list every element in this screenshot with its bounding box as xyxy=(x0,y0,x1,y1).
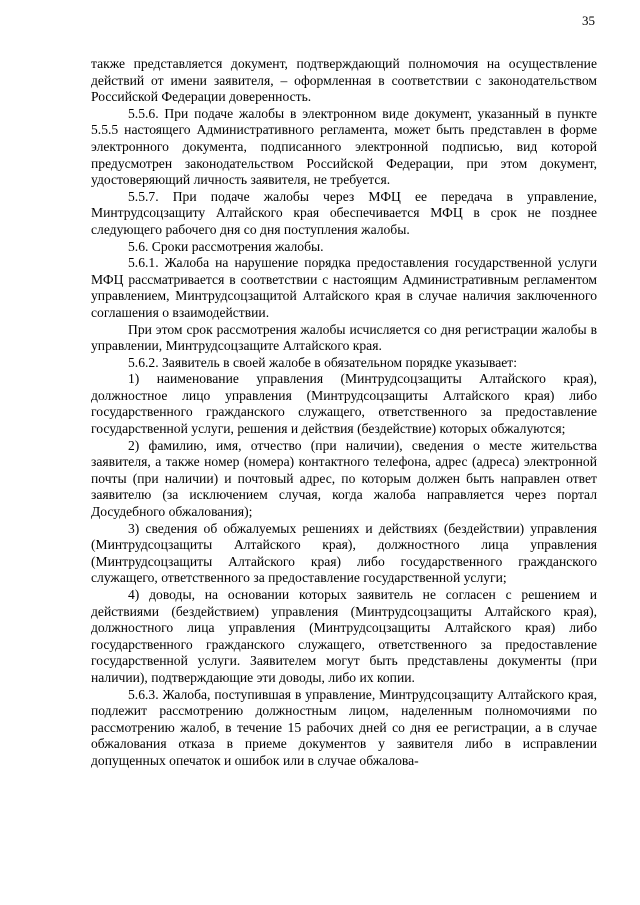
list-item-2: 2) фамилию, имя, отчество (при наличии), сведения о месте жительства заявителя, а также номер (номера) контактного телефона, адрес (адреса) электронной почты (при наличии) и почтовый адрес, по которым должен быть направлен ответ заявителю (за исключением случая, когда жалоба направляется через портал Досудебного обжалования); xyxy=(91,437,597,520)
list-item-1: 1) наименование управления (Минтрудсоцзащиты Алтайского края), должностное лицо управления (Минтрудсоцзащиты Алтайского края) либо государственного гражданского служащего, ответственного за предоставление государственной услуги, решения и действия (бездействие) которых обжалуются; xyxy=(91,371,597,437)
paragraph-registration-term: При этом срок рассмотрения жалобы исчисляется со дня регистрации жалобы в управлении, Минтрудсоцзащите Алтайского края. xyxy=(91,321,597,354)
paragraph-5-6-3: 5.6.3. Жалоба, поступившая в управление, Минтрудсоцзащиту Алтайского края, подлежит рассмотрению должностным лицом, наделенным полномочиями по рассмотрению жалоб, в течение 15 рабочих дней со дня ее регистрации, а в случае обжалования отказа в приеме документов у заявителя либо в исправлении допущенных опечаток и ошибок или в случае обжалова- xyxy=(91,686,597,768)
paragraph-5-6-1: 5.6.1. Жалоба на нарушение порядка предоставления государственной услуги МФЦ рассматривается в соответствии с настоящим Административным регламентом управлением, Минтрудсоцзащитой Алтайского края в случае наличия заключенного соглашения о взаимодействии. xyxy=(91,255,597,320)
paragraph-5-6-2: 5.6.2. Заявитель в своей жалобе в обязательном порядке указывает: xyxy=(128,354,518,370)
paragraph-5-5-6: 5.5.6. При подаче жалобы в электронном виде документ, указанный в пункте 5.5.5 настоящего Административного регламента, может быть представлен в форме электронного документа, подписанного электронной подписью, вид которой предусмотрен законодательством Российской Федерации, при этом документ, удостоверяющий личность заявителя, не требуется. xyxy=(91,105,597,188)
paragraph-continuation: также представляется документ, подтверждающий полномочия на осуществление действий от имени заявителя, – оформленная в соответствии с законодательством Российской Федерации доверенность. xyxy=(91,56,597,105)
document-body xyxy=(91,56,597,770)
paragraph-5-5-7: 5.5.7. При подаче жалобы через МФЦ ее передача в управление, Минтрудсоцзащиту Алтайского края обеспечивается МФЦ в срок не позднее следующего рабочего дня со дня поступления жалобы. xyxy=(91,188,597,237)
list-item-4: 4) доводы, на основании которых заявитель не согласен с решением и действиями (бездействием) управления (Минтрудсоцзащиты Алтайского края), должностного лица управления (Минтрудсоцзащиты Алтайского края) либо государственного гражданского служащего, ответственного за предоставление государственной услуги. Заявителем могут быть представлены документы (при наличии), подтверждающие эти доводы, либо их копии. xyxy=(91,587,597,685)
section-heading-5-6: 5.6. Сроки рассмотрения жалобы. xyxy=(128,238,324,254)
list-item-3: 3) сведения об обжалуемых решениях и действиях (бездействии) управления (Минтрудсоцзащиты Алтайского края), должностного лица управления (Минтрудсоцзащиты Алтайского края) либо государственного гражданского служащего, ответственного за предоставление государственной услуги; xyxy=(91,520,597,586)
page-number: 35 xyxy=(582,13,595,28)
